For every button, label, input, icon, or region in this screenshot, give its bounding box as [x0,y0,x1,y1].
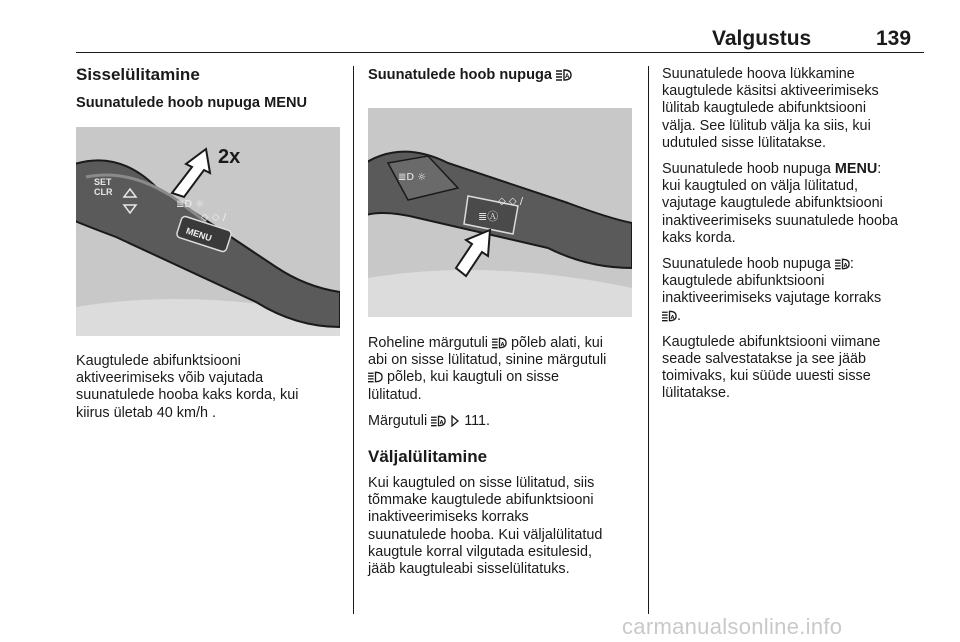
subtitle-assist-lever [368,64,638,86]
right-p3-line-3: inaktiveerimiseks vajutage korraks [662,290,882,307]
lever-assist-illustration [368,108,632,317]
svg-text:A: A [565,74,570,80]
middle-p1-text-c: põleb, kui kaugtuli on sisse [387,369,559,386]
subtitle-menu-lever: Suunatulede hoob nupuga MENU [76,95,308,111]
middle-p1-line-1 [368,335,638,352]
press-count-label: 2x [218,146,241,168]
svg-text:A: A [439,419,444,426]
lever-menu-illustration [76,127,340,336]
high-beam-assist-icon [431,415,446,427]
right-p2-lead: Suunatulede hoob nupuga [662,161,831,178]
right-p1-line-3: lülitab kaugtulede abifunktsiooni [662,100,867,117]
figure-lever-menu [76,127,340,336]
page-reference-icon [450,415,460,427]
right-p3-period: . [677,307,681,324]
middle-p3-line-3: inaktiveerimiseks korraks [368,509,529,526]
middle-p1-text-b: põleb alati, kui [511,335,604,351]
middle-p3-line-4: suunatulede hooba. Kui väljalülitatud [368,526,603,543]
menu-button-label: MENU [184,225,214,244]
svg-text:A: A [500,341,505,348]
section-title-switch-on: Sisselülitamine [76,65,200,84]
svg-text:≣Ⓐ: ≣Ⓐ [478,210,499,223]
svg-text:A: A [843,262,848,269]
middle-p3-line-2: tõmmake kaugtulede abifunktsiooni [368,492,594,509]
set-label: SET [94,177,112,187]
svg-text:◇ ◇ /: ◇ ◇ / [201,212,227,223]
right-p3-line-2: kaugtulede abifunktsiooni [662,273,825,290]
left-body-line-4: kiirus ületab 40 km/h . [76,404,216,421]
left-body-line-3: suunatulede hooba kaks korda, kui [76,387,299,404]
right-p4-line-3: toimivaks, kui süüde uuesti sisse [662,368,871,385]
svg-text:A: A [670,314,675,321]
right-p4-line-4: lülitatakse. [662,385,730,402]
right-p1-line-5: udutuled sisse lülitatakse. [662,134,826,151]
middle-p3-line-6: jääb kaugtuleabi sisselülitatuks. [368,561,570,578]
middle-paragraph-2 [368,413,638,430]
right-p2-line-4: inaktiveerimiseks suunatulede hooba [662,212,898,229]
watermark: carmanualsonline.info [622,614,843,639]
right-p2-menu-word: MENU [834,161,878,178]
right-p3-lead: Suunatulede hoob nupuga [662,256,831,273]
right-p1-line-4: välja. See lülitub välja ka siis, kui [662,117,871,134]
middle-paragraph-1 [368,335,638,404]
middle-p1-text-a: Roheline märgutuli [368,335,488,351]
svg-text:◇ ◇ /: ◇ ◇ / [498,196,524,207]
right-p3-colon: : [849,256,854,273]
clr-label: CLR [94,187,113,197]
high-beam-assist-icon [662,310,677,322]
svg-text:≣D ☼: ≣D ☼ [398,172,427,183]
subtitle-assist-lever-text: Suunatulede hoob nupuga [368,67,553,83]
middle-p1-line-4: lülitatud. [368,386,422,403]
right-p4-line-1: Kaugtulede abifunktsiooni viimane [662,333,881,350]
left-column [76,64,342,422]
right-p1-line-2: kaugtulede käsitsi aktiveerimiseks [662,83,879,100]
middle-p3-line-5: kaugtule korral vilgutada esitulesid, [368,543,592,560]
right-p3-line-4 [662,308,932,325]
page-number: 139 [876,27,912,50]
right-column [662,66,932,403]
figure-lever-assist [368,108,632,317]
right-p2-line-1 [662,161,932,178]
right-p2-line-3: vajutage kaugtulede abifunktsiooni [662,195,883,212]
middle-p3-line-1: Kui kaugtuled on sisse lülitatud, siis [368,475,595,492]
right-p2-line-5: kaks korda. [662,229,736,246]
right-p4-line-2: seade salvestatakse ja see jääb [662,351,866,368]
right-p3-line-1 [662,256,932,273]
right-p1-line-1: Suunatulede hoova lükkamine [662,66,855,82]
left-body-line-1: Kaugtulede abifunktsiooni [76,353,241,369]
left-body-line-2: aktiveerimiseks võib vajutada [76,370,264,387]
svg-text:≣D ☼: ≣D ☼ [176,199,205,210]
middle-column [368,64,638,578]
high-beam-icon [368,371,383,383]
middle-p1-line-2: abi on sisse lülitatud, sinine märgutuli [368,352,607,369]
header-rule [76,52,924,53]
running-header-title: Valgustus [712,27,812,50]
middle-p1-line-3 [368,369,638,386]
page-reference-number[interactable]: 111. [464,412,491,429]
high-beam-assist-icon [556,69,572,81]
high-beam-assist-icon [492,337,507,349]
column-divider-2 [648,66,649,614]
right-p2-colon: : [877,161,882,178]
column-divider-1 [353,66,354,614]
right-p2-line-2: kui kaugtuled on välja lülitatud, [662,178,859,195]
middle-p2-text-a: Märgutuli [368,412,428,429]
section-title-switch-off: Väljalülitamine [368,447,488,467]
high-beam-assist-icon [835,258,850,270]
